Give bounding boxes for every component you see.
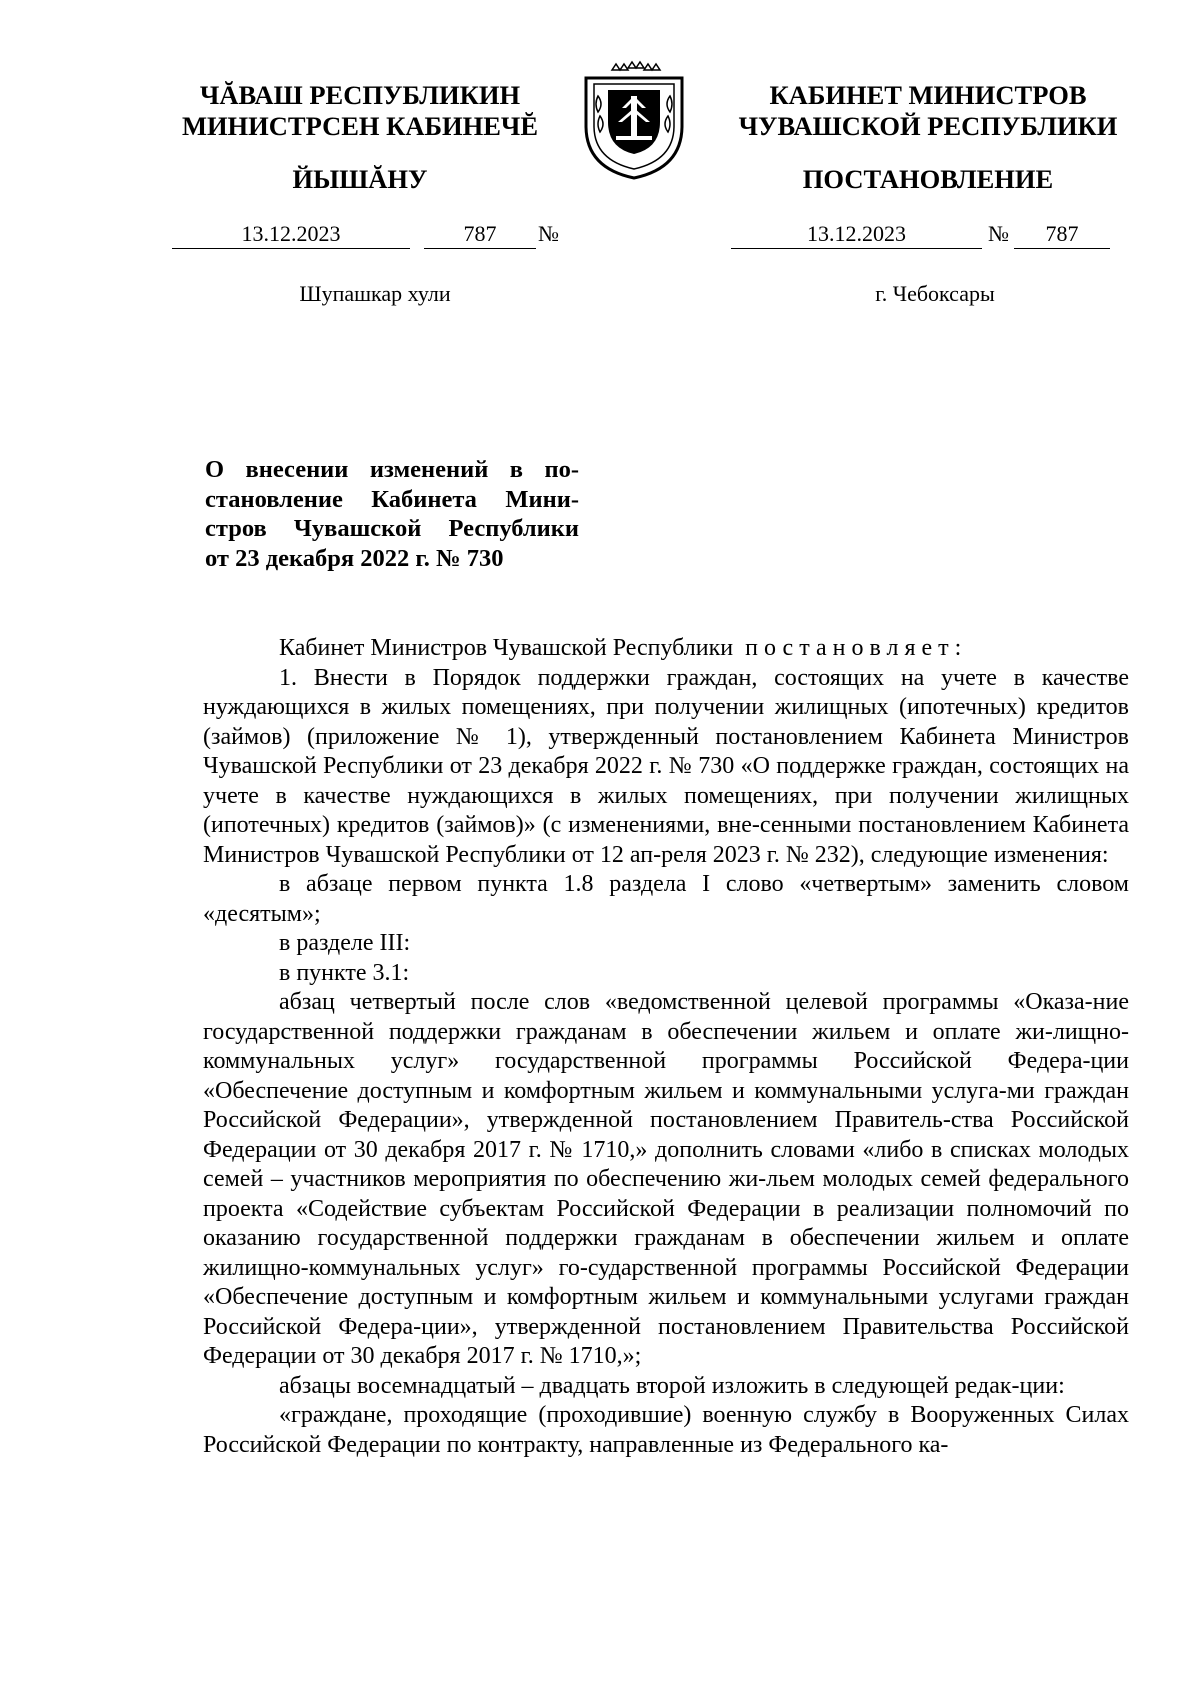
- left-date-field: 13.12.2023: [172, 220, 410, 249]
- body-paragraph: в разделе III:: [279, 930, 411, 956]
- title-line: становление Кабинета Мини-: [205, 485, 579, 513]
- header-right-line2: ЧУВАШСКОЙ РЕСПУБЛИКИ: [738, 111, 1118, 141]
- body-paragraph: абзац четвертый после слов «ведомственной целевой программы «Оказа-ние государственной поддержки гражданам в обеспечении жильем и оплате жи-лищно-коммунальных услуг» государственной программы Российской Федера-ции «Обеспечение доступным и комфортным жильем и коммунальными услуга-ми граждан Российской Федерации», утвержденной постановлением Правитель-ства Российской Федерации от 30 декабря 2017 г. № 1710,» дополнить словами «либо в списках молодых семей – участников мероприятия по обеспечению жи-льем молодых семей федерального проекта «Содействие субъектам Российской Федерации в реализации полномочий по оказанию государственной поддержки гражданам в обеспечении жильем и оплате жилищно-коммунальных услуг» го-сударственной программы Российской Федерации «Обеспечение доступным и комфортным жильем и коммунальными услугами граждан Российской Федера-ции», утвержденной постановлением Правительства Российской Федерации от 30 декабря 2017 г. № 1710,»;: [203, 989, 1129, 1369]
- header-right-authority: [728, 80, 1128, 142]
- header-right-line1: КАБИНЕТ МИНИСТРОВ: [769, 80, 1087, 110]
- left-number-field: 787: [424, 220, 536, 249]
- right-number-field: 787: [1014, 220, 1110, 249]
- right-date-field: 13.12.2023: [731, 220, 982, 249]
- body-paragraph: «граждане, проходящие (проходившие) военную службу в Вооруженных Силах Российской Федерации по контракту, направленные из Федерального ка-: [203, 1402, 1129, 1458]
- body-paragraph: в пункте 3.1:: [279, 959, 410, 986]
- body-paragraph: в абзаце первом пункта 1.8 раздела I слово «четвертым» заменить словом «десятым»;: [203, 871, 1129, 927]
- preamble-text: Кабинет Министров Чувашской Республики: [279, 635, 734, 661]
- header-left-authority: [160, 80, 560, 142]
- header-left-line2: МИНИСТРСЕН КАБИНЕЧĔ: [181, 111, 539, 141]
- title-line: О внесении изменений в по-: [205, 456, 579, 483]
- document-title: [205, 455, 579, 573]
- right-place: г. Чебоксары: [875, 281, 995, 306]
- preamble: [203, 634, 1129, 664]
- left-number-sign: №: [538, 221, 559, 246]
- left-place: Шупашкар хули: [299, 281, 451, 306]
- body-paragraph: 1. Внести в Порядок поддержки граждан, состоящих на учете в качестве нуждающихся в жилых помещениях, при получении жилищных (ипотечных) кредитов (займов) (приложение № 1), утвержденный постановлением Кабинета Министров Чувашской Республики от 23 декабря 2022 г. № 730 «О поддержке граждан, состоящих на учете в качестве нуждающихся в жилых помещениях, при получении жилищных (ипотечных) кредитов (займов)» (с изменениями, вне-сенными постановлением Кабинета Министров Чувашской Республики от 12 ап-реля 2023 г. № 232), следующие изменения:: [203, 664, 1129, 868]
- header-left-doctype: ЙЫШĂНУ: [292, 164, 428, 194]
- right-number-sign: №: [988, 221, 1009, 246]
- body-paragraph: абзацы восемнадцатый – двадцать второй изложить в следующей редак-ции:: [279, 1372, 1065, 1399]
- chuvash-coat-of-arms-icon: [572, 56, 696, 182]
- title-line: от 23 декабря 2022 г. № 730: [205, 544, 504, 572]
- title-line: стров Чувашской Республики: [205, 515, 579, 542]
- preamble-spaced: постановляет:: [745, 635, 968, 661]
- header-left-line1: ЧĂВАШ РЕСПУБЛИКИН: [199, 80, 521, 110]
- header-right-doctype: ПОСТАНОВЛЕНИЕ: [802, 164, 1054, 194]
- document-body: [203, 634, 1129, 1460]
